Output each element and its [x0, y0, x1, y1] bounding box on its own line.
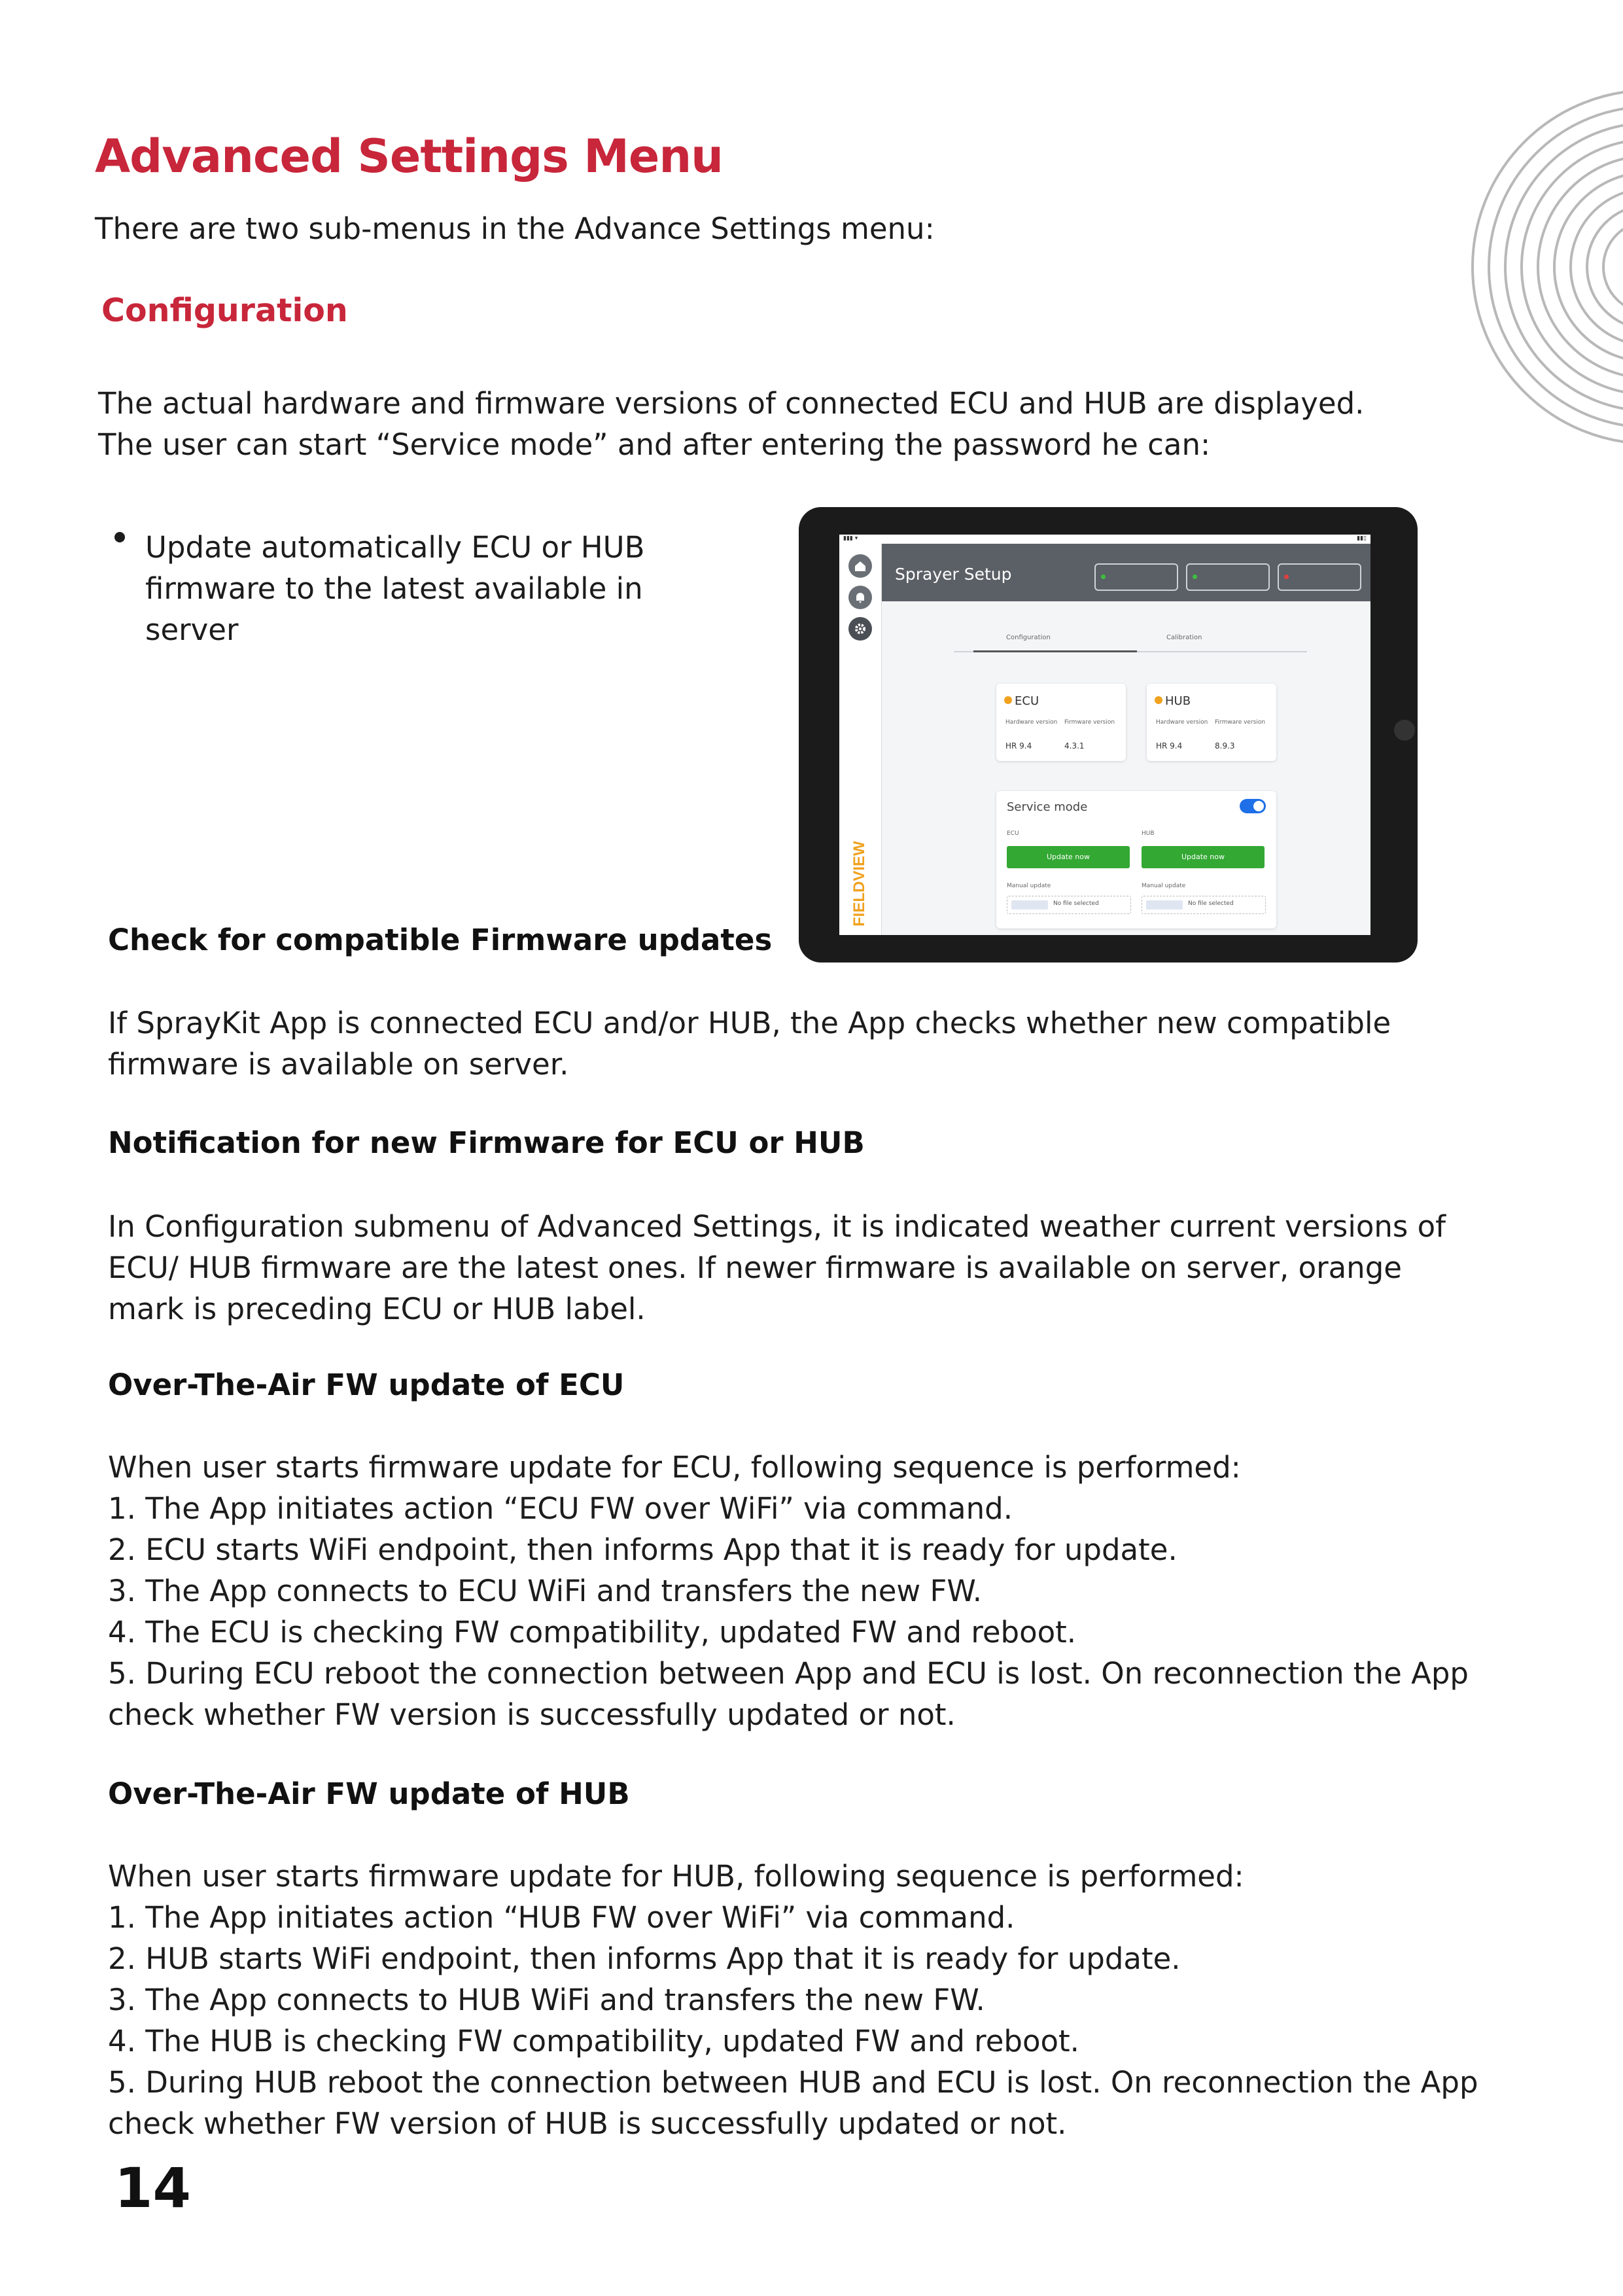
device-chip-3[interactable]	[1278, 563, 1361, 591]
app-header	[882, 544, 1370, 601]
hub-small-label: HUB	[1142, 830, 1155, 837]
hw-label: Hardware version	[1005, 719, 1058, 726]
text-line: When user starts firmware update for ECU, following sequence is performed:	[108, 1450, 1241, 1485]
fw-label: Firmware version	[1215, 719, 1266, 726]
text-line: 3. The App connects to ECU WiFi and transfers the new FW.	[108, 1574, 983, 1608]
text-line: 2. ECU starts WiFi endpoint, then informs App that it is ready for update.	[108, 1532, 1178, 1567]
text-line: 4. The ECU is checking FW compatibility, updated FW and reboot.	[108, 1615, 1077, 1650]
hub-ota-title: Over-The-Air FW update of HUB	[108, 1776, 630, 1811]
settings-button[interactable]	[848, 617, 872, 641]
page-number: 14	[114, 2156, 191, 2220]
active-tab-indicator	[973, 650, 1137, 652]
hub-card	[1147, 684, 1276, 761]
ecu-fw-value: 4.3.1	[1064, 741, 1085, 751]
gear-icon	[854, 622, 867, 635]
device-chip-1[interactable]	[1094, 563, 1178, 591]
hub-fw-value: 8.9.3	[1215, 741, 1235, 751]
bullet-line: server	[145, 612, 239, 647]
config-text-line-1: The actual hardware and firmware versions of connected ECU and HUB are displayed.	[98, 386, 1365, 421]
ecu-ota-title: Over-The-Air FW update of ECU	[108, 1368, 625, 1402]
hub-file-input[interactable]: No file selected	[1142, 896, 1266, 914]
text-line: 4. The HUB is checking FW compatibility, updated FW and reboot.	[108, 2024, 1079, 2058]
text-line: If SprayKit App is connected ECU and/or HUB, the App checks whether new compatible	[108, 1006, 1391, 1040]
text-line: mark is preceding ECU or HUB label.	[108, 1292, 646, 1326]
battery-icon: ▮▮▯	[1357, 535, 1367, 542]
fieldview-logo	[846, 799, 872, 930]
orange-update-mark-icon	[1004, 696, 1012, 704]
notifications-button[interactable]	[848, 586, 872, 609]
tab-configuration[interactable]: Configuration	[1006, 634, 1051, 641]
manual-update-label: Manual update	[1007, 883, 1051, 889]
bullet-dot-icon	[113, 530, 127, 544]
check-text	[108, 1002, 1391, 1085]
sidebar	[839, 544, 882, 935]
bell-icon	[854, 591, 867, 604]
text-line: 2. HUB starts WiFi endpoint, then informs App that it is ready for update.	[108, 1941, 1181, 1976]
text-line: check whether FW version of HUB is successfully updated or not.	[108, 2106, 1067, 2141]
intro-text: There are two sub-menus in the Advance Settings menu:	[95, 211, 935, 246]
bullet-text	[145, 527, 644, 650]
device-chip-2[interactable]	[1186, 563, 1270, 591]
ecu-hw-value: HR 9.4	[1005, 741, 1032, 751]
text-line: 3. The App connects to HUB WiFi and transfers the new FW.	[108, 1983, 985, 2017]
ecu-file-input[interactable]: No file selected	[1007, 896, 1131, 914]
brand-text: FIELDVIEW	[850, 841, 868, 927]
tablet-screen	[839, 535, 1370, 935]
ecu-card	[996, 684, 1126, 761]
ecu-ota-steps	[108, 1447, 1469, 1735]
text-line: check whether FW version is successfully updated or not.	[108, 1697, 956, 1732]
text-line: ECU/ HUB firmware are the latest ones. If newer firmware is available on server, orange	[108, 1250, 1402, 1285]
fw-label: Firmware version	[1064, 719, 1115, 726]
ecu-update-now-button[interactable]: Update now	[1007, 846, 1130, 868]
text-line: When user starts firmware update for HUB, following sequence is performed:	[108, 1859, 1244, 1894]
service-mode-label: Service mode	[1007, 800, 1088, 814]
text-line: 1. The App initiates action “HUB FW over WiFi” via command.	[108, 1900, 1015, 1935]
notification-text	[108, 1206, 1446, 1330]
hub-update-now-button[interactable]: Update now	[1142, 846, 1265, 868]
text-line: 5. During ECU reboot the connection between App and ECU is lost. On reconnection the App	[108, 1656, 1469, 1691]
bullet-line: Update automatically ECU or HUB	[145, 530, 645, 565]
service-mode-card	[996, 791, 1276, 928]
ecu-label: ECU	[1015, 694, 1039, 708]
status-bar	[839, 535, 1370, 544]
hub-label: HUB	[1165, 694, 1191, 708]
home-button[interactable]	[848, 554, 872, 578]
bullet-line: firmware to the latest available in	[145, 571, 643, 606]
decorative-arcs-icon	[1453, 84, 1623, 450]
tablet-home-button	[1394, 720, 1415, 741]
page-title: Advanced Settings Menu	[95, 130, 724, 183]
text-line: 1. The App initiates action “ECU FW over WiFi” via command.	[108, 1491, 1013, 1526]
hub-hw-value: HR 9.4	[1156, 741, 1183, 751]
text-line: 5. During HUB reboot the connection between HUB and ECU is lost. On reconnection the App	[108, 2065, 1478, 2100]
text-line: In Configuration submenu of Advanced Settings, it is indicated weather current versions of	[108, 1209, 1446, 1244]
notification-title: Notification for new Firmware for ECU or HUB	[108, 1125, 865, 1160]
tablet-screenshot	[799, 507, 1418, 963]
check-title: Check for compatible Firmware updates	[108, 923, 773, 957]
tab-calibration[interactable]: Calibration	[1166, 634, 1202, 641]
orange-update-mark-icon	[1155, 696, 1162, 704]
ecu-small-label: ECU	[1007, 830, 1019, 837]
tab-bar	[954, 631, 1307, 652]
app-title: Sprayer Setup	[895, 565, 1012, 584]
section-title-configuration: Configuration	[101, 292, 348, 329]
hw-label: Hardware version	[1156, 719, 1208, 726]
status-left: ▮▮▮ ▾	[843, 535, 858, 542]
service-mode-toggle[interactable]	[1240, 799, 1266, 813]
text-line: firmware is available on server.	[108, 1047, 569, 1082]
home-icon	[854, 559, 867, 573]
manual-update-label: Manual update	[1142, 883, 1186, 889]
hub-ota-steps	[108, 1856, 1478, 2144]
config-text-line-2: The user can start “Service mode” and after entering the password he can:	[98, 427, 1211, 462]
